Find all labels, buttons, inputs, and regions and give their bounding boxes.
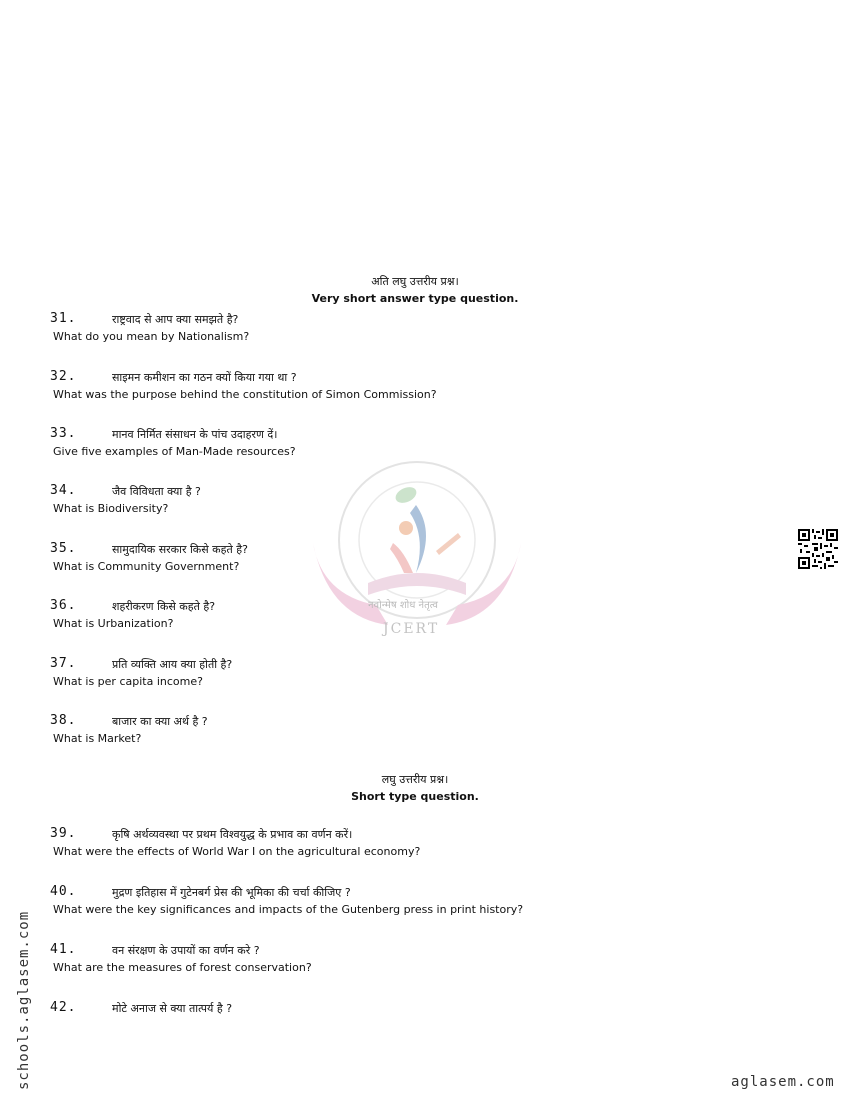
question-number: 35. bbox=[50, 541, 77, 556]
question-text-english: What were the key significances and impacts of the Gutenberg press in print history? bbox=[53, 903, 524, 916]
question-text-english: What is per capita income? bbox=[53, 675, 203, 688]
watermark-motto: नवोन्मेष शोध नेतृत्व bbox=[368, 600, 438, 611]
question-text-english: What were the effects of World War I on the agricultural economy? bbox=[53, 845, 421, 858]
question-33 bbox=[50, 426, 750, 458]
question-text-hindi: मोटे अनाज से क्या तात्पर्य है ? bbox=[112, 1002, 233, 1015]
question-text-english: Give five examples of Man-Made resources? bbox=[53, 445, 296, 458]
question-number: 33. bbox=[50, 426, 77, 441]
question-text-english: What are the measures of forest conservation? bbox=[53, 961, 312, 974]
question-41 bbox=[50, 942, 750, 974]
question-text-hindi: जैव विविधता क्या है ? bbox=[112, 485, 201, 498]
question-31 bbox=[50, 311, 750, 343]
qr-code bbox=[798, 529, 838, 569]
question-text-hindi: मानव निर्मित संसाधन के पांच उदाहरण दें। bbox=[112, 428, 278, 441]
footer-url: aglasem.com bbox=[731, 1074, 835, 1090]
question-text-english: What is Market? bbox=[53, 732, 142, 745]
question-39 bbox=[50, 826, 750, 858]
question-number: 39. bbox=[50, 826, 77, 841]
question-text-english: What is Biodiversity? bbox=[53, 502, 169, 515]
question-38 bbox=[50, 713, 750, 745]
question-text-hindi: साइमन कमीशन का गठन क्यों किया गया था ? bbox=[112, 371, 297, 384]
question-number: 41. bbox=[50, 942, 77, 957]
question-42 bbox=[50, 1000, 750, 1018]
watermark-name: JCERT bbox=[383, 621, 440, 637]
question-number: 40. bbox=[50, 884, 77, 899]
question-text-hindi: बाजार का क्या अर्थ है ? bbox=[112, 715, 208, 728]
question-36 bbox=[50, 598, 750, 630]
question-text-english: What was the purpose behind the constitution of Simon Commission? bbox=[53, 388, 437, 401]
question-40 bbox=[50, 884, 750, 916]
question-number: 31. bbox=[50, 311, 77, 326]
question-text-hindi: राष्ट्रवाद से आप क्या समझते है? bbox=[112, 313, 239, 326]
question-text-hindi: वन संरक्षण के उपायों का वर्णन करे ? bbox=[112, 944, 260, 957]
side-watermark-url: schools.aglasem.com bbox=[16, 910, 32, 1090]
question-37 bbox=[50, 656, 750, 688]
section-title-english: Very short answer type question. bbox=[311, 292, 519, 305]
question-34 bbox=[50, 483, 750, 515]
section-heading-short bbox=[0, 773, 830, 804]
question-number: 38. bbox=[50, 713, 77, 728]
section-title-english: Short type question. bbox=[351, 790, 479, 803]
question-35 bbox=[50, 541, 750, 573]
question-number: 42. bbox=[50, 1000, 77, 1015]
question-number: 34. bbox=[50, 483, 77, 498]
question-32 bbox=[50, 369, 750, 401]
question-text-english: What do you mean by Nationalism? bbox=[53, 330, 250, 343]
question-text-hindi: कृषि अर्थव्यवस्था पर प्रथम विश्वयुद्ध के प्रभाव का वर्णन करें। bbox=[112, 828, 353, 841]
question-text-english: What is Community Government? bbox=[53, 560, 240, 573]
question-text-english: What is Urbanization? bbox=[53, 617, 174, 630]
question-text-hindi: शहरीकरण किसे कहते है? bbox=[112, 600, 216, 613]
section-title-hindi: लघु उत्तरीय प्रश्न। bbox=[381, 773, 449, 786]
question-number: 36. bbox=[50, 598, 77, 613]
section-heading-very-short bbox=[0, 275, 830, 306]
question-text-hindi: मुद्रण इतिहास में गुटेनबर्ग प्रेस की भूमिका की चर्चा कीजिए ? bbox=[112, 886, 351, 899]
section-title-hindi: अति लघु उत्तरीय प्रश्न। bbox=[371, 275, 459, 288]
question-number: 32. bbox=[50, 369, 77, 384]
question-text-hindi: सामुदायिक सरकार किसे कहते है? bbox=[112, 543, 248, 556]
question-number: 37. bbox=[50, 656, 77, 671]
question-text-hindi: प्रति व्यक्ति आय क्या होती है? bbox=[112, 658, 233, 671]
